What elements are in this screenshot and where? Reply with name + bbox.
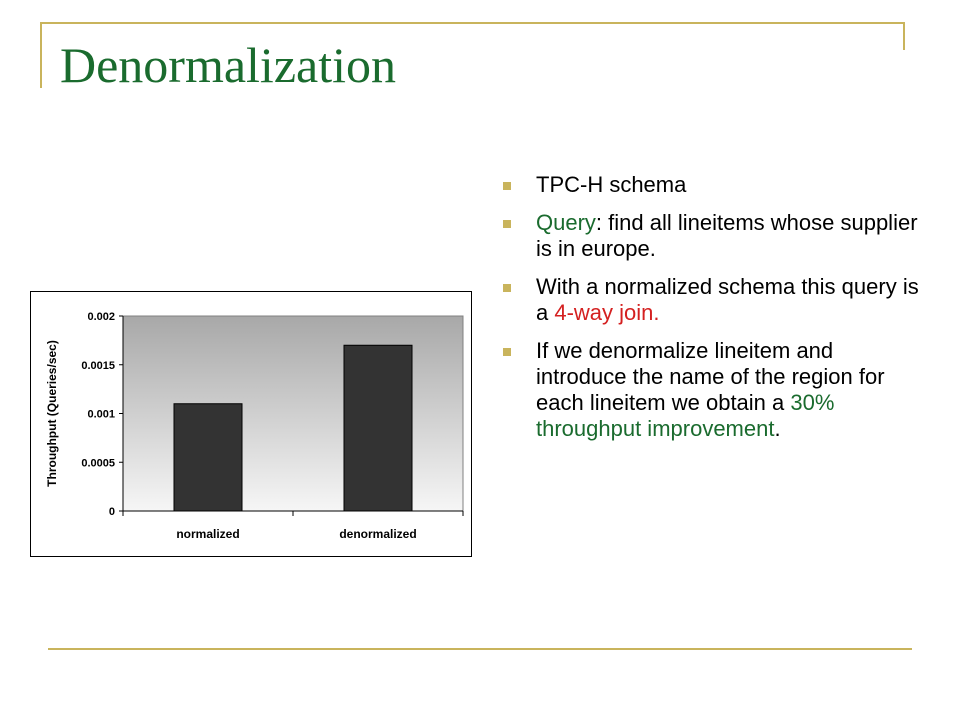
left-rule (40, 22, 42, 88)
bullet-text: If we denormalize lineitem and introduce the name of the region for each lineitem we obtain a (536, 338, 885, 415)
bullet-marker-icon (503, 182, 511, 190)
y-tick-label: 0 (108, 506, 115, 518)
bullet-marker-icon (503, 348, 511, 356)
x-tick-label: denormalized (339, 527, 417, 541)
bullet-item (500, 172, 920, 198)
bullet-text: 30% throughput improvement (536, 390, 835, 441)
top-rule (40, 22, 905, 24)
bullet-item (500, 274, 920, 326)
y-axis-label: Throughput (Queries/sec) (45, 340, 59, 487)
bullet-text: Query (536, 210, 596, 235)
bullet-list (500, 172, 920, 454)
y-tick-label: 0.0015 (81, 359, 115, 372)
bar-normalized (174, 404, 242, 511)
x-tick-label: normalized (176, 527, 240, 541)
bullet-text: . (774, 416, 781, 441)
y-tick-label: 0.002 (87, 311, 115, 323)
bullet-text: : find all lineitems whose supplier is in europe. (536, 210, 918, 261)
bullet-item (500, 210, 920, 262)
y-tick-label: 0.001 (87, 408, 115, 421)
slide-title: Denormalization (60, 37, 396, 93)
bullet-item (500, 338, 920, 442)
bullet-text: 4-way join. (554, 300, 660, 325)
bar-denormalized (344, 345, 412, 511)
bullet-marker-icon (503, 220, 511, 228)
bullet-marker-icon (503, 284, 511, 292)
bottom-rule (48, 648, 912, 650)
right-rule (903, 22, 905, 50)
bullet-text: With a normalized schema this query is a (536, 274, 919, 325)
bullet-text: TPC-H schema (536, 172, 687, 197)
throughput-bar-chart (30, 291, 472, 557)
y-tick-label: 0.0005 (81, 457, 115, 470)
